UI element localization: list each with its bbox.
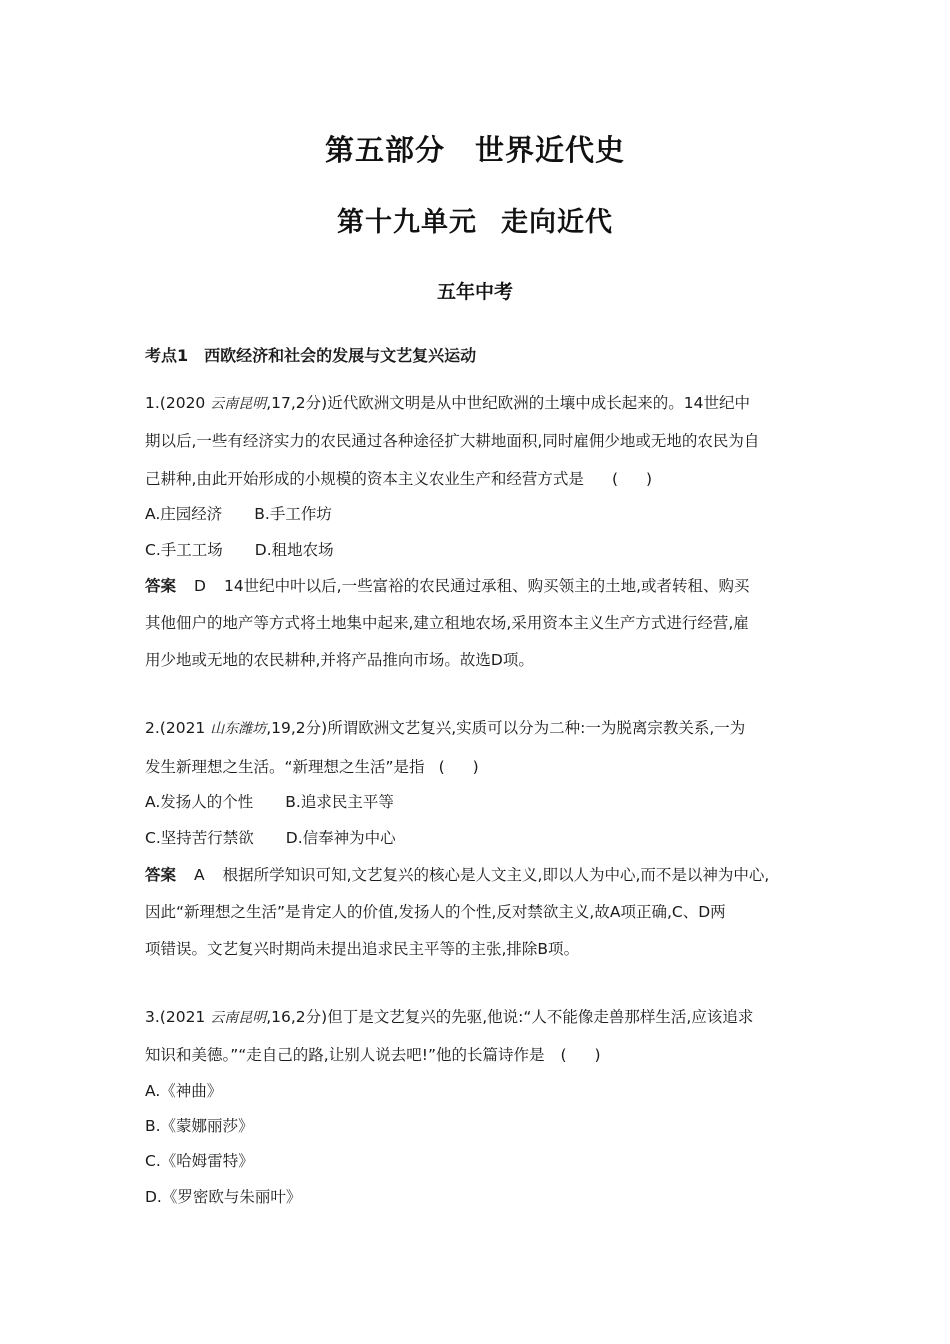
q3-source-open: (2021: [159, 1008, 206, 1026]
part-title: [0, 128, 950, 169]
q1-number: 1.: [145, 394, 160, 412]
q1-stem-text-1: 近代欧洲文明是从中世纪欧洲的土壤中成长起来的。14世纪中: [327, 394, 750, 412]
section-name: 西欧经济和社会的发展与文艺复兴运动: [204, 346, 477, 365]
q1-source-close: ,17,2分): [266, 394, 328, 412]
q3-paren-close: ): [594, 1046, 601, 1064]
q1-paren-close: ): [646, 470, 653, 488]
q2-answer-letter: A: [194, 866, 205, 884]
q1-answer-letter: D: [194, 577, 206, 595]
sub-title: 五年中考: [436, 281, 513, 303]
q1-option-d: D.租地农场: [254, 541, 334, 559]
q2-source-place: 山东潍坊: [210, 721, 267, 737]
q3-option-a: A.《神曲》: [145, 1082, 223, 1100]
q2-explain-line-2: 因此“新理想之生活”是肯定人的价值,发扬人的个性,反对禁欲主义,故A项正确,C、D两: [145, 903, 726, 921]
section-heading: [145, 343, 476, 366]
q1-explain-line-3: 用少地或无地的农民耕种,并将产品推向市场。故选D项。: [145, 651, 534, 669]
q3-stem-line-1: [145, 1007, 753, 1028]
q2-answer-line-1: [145, 865, 769, 885]
q3-source-place: 云南昆明: [210, 1010, 267, 1026]
unit-label: 第十九单元: [337, 207, 477, 238]
q2-stem-line-1: [145, 718, 745, 739]
q2-options-row-2: [145, 828, 396, 848]
q2-number: 2.: [145, 719, 160, 737]
q3-option-b: B.《蒙娜丽莎》: [145, 1117, 254, 1135]
q2-stem-text-2: 发生新理想之生活。“新理想之生活”是指: [145, 758, 425, 776]
q1-options-row-1: [145, 504, 332, 524]
q3-number: 3.: [145, 1008, 160, 1026]
q1-stem-line-3: [145, 469, 652, 489]
part-label: 第五部分: [324, 133, 445, 167]
q3-paren-open: (: [560, 1046, 567, 1064]
q2-option-b: B.追求民主平等: [285, 793, 394, 811]
q2-source-close: ,19,2分): [266, 719, 328, 737]
q2-answer-label: 答案: [145, 866, 177, 884]
unit-name: 走向近代: [501, 207, 613, 238]
q1-stem-line-1: [145, 393, 750, 414]
q2-paren-close: ): [472, 758, 479, 776]
unit-title: [0, 200, 950, 239]
q1-explain-text-1: 14世纪中叶以后,一些富裕的农民通过承租、购买领主的土地,或者转租、购买: [223, 577, 750, 595]
q2-option-c: C.坚持苦行禁欲: [145, 829, 254, 847]
q1-stem-line-2: 期以后,一些有经济实力的农民通过各种途径扩大耕地面积,同时雇佣少地或无地的农民为自: [145, 432, 760, 450]
q1-source-place: 云南昆明: [210, 396, 267, 412]
q2-explain-line-3: 项错误。文艺复兴时期尚未提出追求民主平等的主张,排除B项。: [145, 940, 580, 958]
part-name: 世界近代史: [475, 133, 626, 167]
q2-options-row-1: [145, 792, 394, 812]
q3-stem-text-2: 知识和美德。”“走自己的路,让别人说去吧!”他的长篇诗作是: [145, 1046, 545, 1064]
q3-stem-text-1: 但丁是文艺复兴的先驱,他说:“人不能像走兽那样生活,应该追求: [327, 1008, 754, 1026]
q2-source-open: (2021: [159, 719, 206, 737]
q1-stem-text-3: 己耕种,由此开始形成的小规模的资本主义农业生产和经营方式是: [145, 470, 584, 488]
q1-explain-line-2: 其他佃户的地产等方式将土地集中起来,建立租地农场,采用资本主义生产方式进行经营,雇: [145, 614, 749, 632]
q2-option-a: A.发扬人的个性: [145, 793, 254, 811]
q3-stem-line-2: [145, 1045, 601, 1065]
q1-options-row-2: [145, 540, 334, 560]
q3-source-close: ,16,2分): [266, 1008, 328, 1026]
q2-explain-text-1: 根据所学知识可知,文艺复兴的核心是人文主义,即以人为中心,而不是以神为中心,: [222, 866, 770, 884]
q3-option-d: D.《罗密欧与朱丽叶》: [145, 1188, 302, 1206]
q2-paren-open: (: [438, 758, 445, 776]
q2-stem-line-2: [145, 757, 479, 777]
q1-source-open: (2020: [159, 394, 206, 412]
q1-answer-line-1: [145, 576, 750, 596]
q1-answer-label: 答案: [145, 577, 177, 595]
q2-stem-text-1: 所谓欧洲文艺复兴,实质可以分为二种:一为脱离宗教关系,一为: [327, 719, 746, 737]
q1-paren-open: (: [611, 470, 618, 488]
q1-option-b: B.手工作坊: [254, 505, 332, 523]
section-label: 考点1: [145, 346, 189, 365]
q1-option-a: A.庄园经济: [145, 505, 223, 523]
q1-option-c: C.手工工场: [145, 541, 223, 559]
q3-option-c: C.《哈姆雷特》: [145, 1152, 254, 1170]
q2-option-d: D.信奉神为中心: [285, 829, 396, 847]
